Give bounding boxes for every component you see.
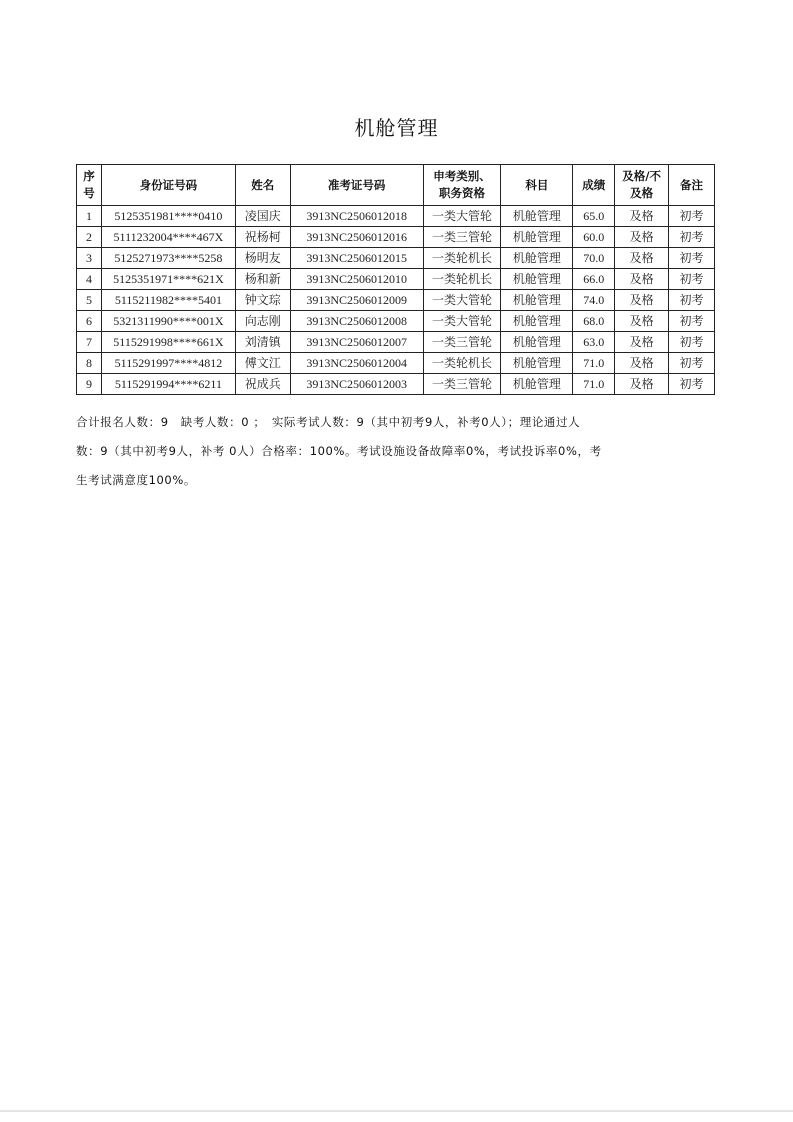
cell-category: 一类大管轮 xyxy=(423,206,501,227)
cell-name: 祝成兵 xyxy=(235,374,290,395)
cell-seq: 9 xyxy=(77,374,102,395)
cell-exam-ticket: 3913NC2506012015 xyxy=(290,248,423,269)
table-row xyxy=(77,227,715,248)
cell-remark: 初考 xyxy=(669,206,715,227)
cell-seq: 2 xyxy=(77,227,102,248)
cell-seq: 6 xyxy=(77,311,102,332)
table-row xyxy=(77,374,715,395)
cell-score: 71.0 xyxy=(573,353,615,374)
cell-category: 一类轮机长 xyxy=(423,248,501,269)
cell-score: 71.0 xyxy=(573,374,615,395)
cell-exam-ticket: 3913NC2506012018 xyxy=(290,206,423,227)
table-row xyxy=(77,311,715,332)
header-seq: 序号 xyxy=(77,165,102,206)
cell-score: 68.0 xyxy=(573,311,615,332)
cell-remark: 初考 xyxy=(669,290,715,311)
cell-score: 60.0 xyxy=(573,227,615,248)
cell-score: 66.0 xyxy=(573,269,615,290)
cell-name: 杨和新 xyxy=(235,269,290,290)
cell-category: 一类三管轮 xyxy=(423,374,501,395)
cell-id-number: 5115211982****5401 xyxy=(101,290,235,311)
header-pass: 及格/不及格 xyxy=(615,165,669,206)
table-row xyxy=(77,353,715,374)
cell-name: 钟文琮 xyxy=(235,290,290,311)
cell-name: 向志刚 xyxy=(235,311,290,332)
cell-id-number: 5125351971****621X xyxy=(101,269,235,290)
cell-id-number: 5111232004****467X xyxy=(101,227,235,248)
cell-remark: 初考 xyxy=(669,374,715,395)
cell-seq: 3 xyxy=(77,248,102,269)
cell-pass: 及格 xyxy=(615,353,669,374)
cell-id-number: 5115291998****661X xyxy=(101,332,235,353)
cell-name: 祝杨柯 xyxy=(235,227,290,248)
header-subject: 科目 xyxy=(501,165,573,206)
cell-id-number: 5321311990****001X xyxy=(101,311,235,332)
cell-name: 刘清镇 xyxy=(235,332,290,353)
cell-id-number: 5115291994****6211 xyxy=(101,374,235,395)
cell-pass: 及格 xyxy=(615,290,669,311)
cell-category: 一类大管轮 xyxy=(423,290,501,311)
table-row xyxy=(77,290,715,311)
cell-category: 一类三管轮 xyxy=(423,332,501,353)
cell-subject: 机舱管理 xyxy=(501,353,573,374)
cell-id-number: 5115291997****4812 xyxy=(101,353,235,374)
cell-subject: 机舱管理 xyxy=(501,206,573,227)
cell-exam-ticket: 3913NC2506012003 xyxy=(290,374,423,395)
header-name: 姓名 xyxy=(235,165,290,206)
header-id-number: 身份证号码 xyxy=(101,165,235,206)
cell-pass: 及格 xyxy=(615,206,669,227)
cell-remark: 初考 xyxy=(669,248,715,269)
cell-name: 杨明友 xyxy=(235,248,290,269)
cell-score: 65.0 xyxy=(573,206,615,227)
cell-subject: 机舱管理 xyxy=(501,269,573,290)
cell-seq: 5 xyxy=(77,290,102,311)
table-row xyxy=(77,332,715,353)
cell-subject: 机舱管理 xyxy=(501,311,573,332)
table-row xyxy=(77,206,715,227)
cell-subject: 机舱管理 xyxy=(501,290,573,311)
cell-name: 凌国庆 xyxy=(235,206,290,227)
table-header-row xyxy=(77,165,715,206)
cell-subject: 机舱管理 xyxy=(501,248,573,269)
cell-exam-ticket: 3913NC2506012004 xyxy=(290,353,423,374)
table-row xyxy=(77,269,715,290)
cell-exam-ticket: 3913NC2506012010 xyxy=(290,269,423,290)
cell-pass: 及格 xyxy=(615,227,669,248)
cell-seq: 4 xyxy=(77,269,102,290)
summary-line: 数：9（其中初考9人，补考 0人）合格率：100%。考试设施设备故障率0%，考试投诉率0%，考 xyxy=(76,444,602,458)
summary-text xyxy=(76,408,666,495)
results-table xyxy=(76,164,715,395)
cell-remark: 初考 xyxy=(669,269,715,290)
cell-pass: 及格 xyxy=(615,269,669,290)
cell-exam-ticket: 3913NC2506012007 xyxy=(290,332,423,353)
cell-category: 一类轮机长 xyxy=(423,269,501,290)
cell-exam-ticket: 3913NC2506012008 xyxy=(290,311,423,332)
cell-pass: 及格 xyxy=(615,374,669,395)
cell-remark: 初考 xyxy=(669,353,715,374)
page-title: 机舱管理 xyxy=(354,116,439,140)
header-score: 成绩 xyxy=(573,165,615,206)
cell-name: 傅文江 xyxy=(235,353,290,374)
cell-pass: 及格 xyxy=(615,248,669,269)
cell-subject: 机舱管理 xyxy=(501,332,573,353)
cell-pass: 及格 xyxy=(615,311,669,332)
cell-pass: 及格 xyxy=(615,332,669,353)
cell-subject: 机舱管理 xyxy=(501,374,573,395)
summary-line: 合计报名人数：9 缺考人数：0 ； 实际考试人数：9（其中初考9人，补考0人）；理论通过人 xyxy=(76,415,581,429)
cell-id-number: 5125271973****5258 xyxy=(101,248,235,269)
cell-seq: 7 xyxy=(77,332,102,353)
cell-score: 70.0 xyxy=(573,248,615,269)
cell-seq: 8 xyxy=(77,353,102,374)
cell-remark: 初考 xyxy=(669,227,715,248)
cell-exam-ticket: 3913NC2506012016 xyxy=(290,227,423,248)
cell-category: 一类轮机长 xyxy=(423,353,501,374)
header-exam-ticket: 准考证号码 xyxy=(290,165,423,206)
scan-edge-line xyxy=(0,1110,793,1112)
table-row xyxy=(77,248,715,269)
cell-remark: 初考 xyxy=(669,311,715,332)
cell-exam-ticket: 3913NC2506012009 xyxy=(290,290,423,311)
cell-remark: 初考 xyxy=(669,332,715,353)
cell-score: 74.0 xyxy=(573,290,615,311)
summary-line: 生考试满意度100%。 xyxy=(76,473,196,487)
header-category: 申考类别、职务资格 xyxy=(423,165,501,206)
cell-category: 一类三管轮 xyxy=(423,227,501,248)
cell-seq: 1 xyxy=(77,206,102,227)
cell-category: 一类大管轮 xyxy=(423,311,501,332)
header-remark: 备注 xyxy=(669,165,715,206)
cell-score: 63.0 xyxy=(573,332,615,353)
cell-subject: 机舱管理 xyxy=(501,227,573,248)
cell-id-number: 5125351981****0410 xyxy=(101,206,235,227)
